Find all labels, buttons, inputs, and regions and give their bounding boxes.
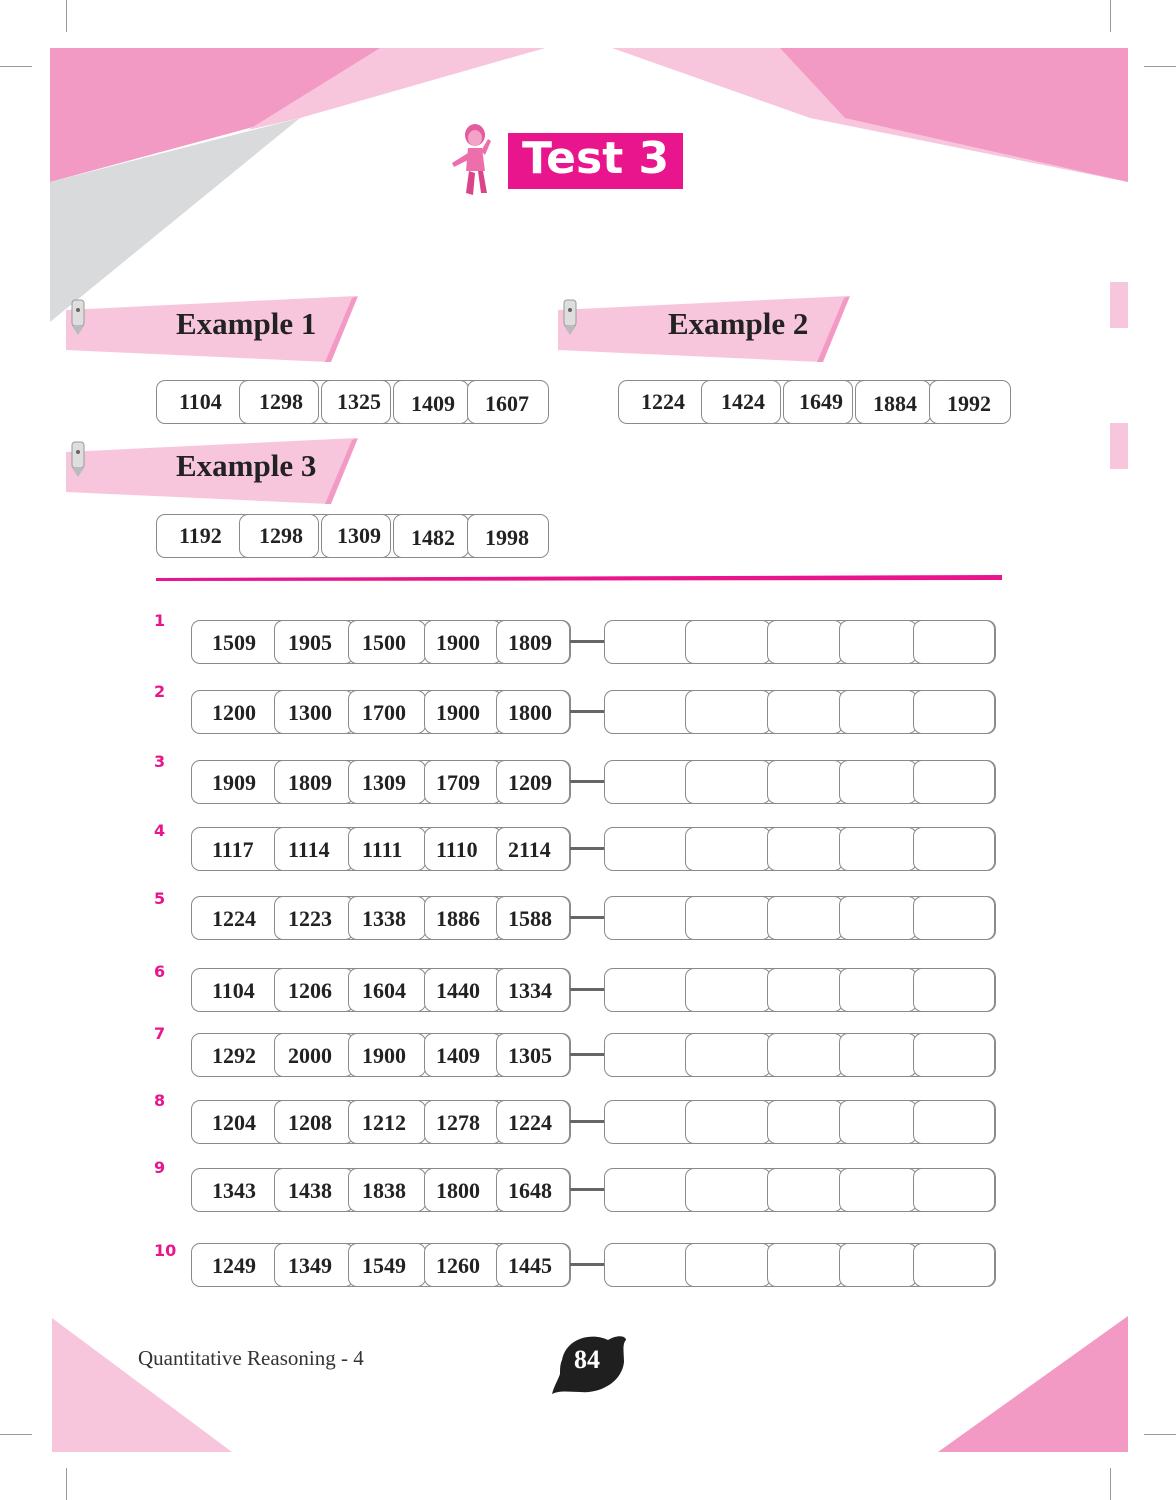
pencil-icon — [66, 438, 90, 478]
question-number-strip — [191, 620, 571, 664]
given-number: 1111 — [362, 837, 403, 862]
answer-cell[interactable] — [839, 1100, 917, 1144]
answer-cell[interactable] — [913, 968, 995, 1012]
given-number: 1900 — [362, 1043, 406, 1068]
question-number-strip — [191, 1168, 571, 1212]
crop-mark — [1144, 66, 1176, 67]
answer-cell[interactable] — [839, 1168, 917, 1212]
example-number: 1298 — [259, 389, 303, 414]
answer-cell[interactable] — [767, 968, 843, 1012]
pencil-icon — [558, 296, 582, 336]
answer-strip[interactable] — [604, 827, 996, 871]
question-number-strip — [191, 827, 571, 871]
pencil-icon — [66, 296, 90, 336]
example-number: 1192 — [179, 523, 222, 548]
example-number: 1325 — [337, 389, 381, 414]
answer-cell[interactable] — [767, 690, 843, 734]
answer-cell[interactable] — [913, 1033, 995, 1077]
connector-line — [570, 847, 606, 850]
answer-cell[interactable] — [685, 827, 771, 871]
answer-strip[interactable] — [604, 896, 996, 940]
answer-cell[interactable] — [685, 1100, 771, 1144]
given-number: 1588 — [508, 906, 552, 931]
given-number: 1440 — [436, 978, 480, 1003]
given-number: 1309 — [362, 770, 406, 795]
answer-strip[interactable] — [604, 968, 996, 1012]
answer-cell[interactable] — [839, 690, 917, 734]
given-number: 1114 — [288, 837, 330, 862]
given-number: 1445 — [508, 1253, 552, 1278]
answer-strip[interactable] — [604, 620, 996, 664]
answer-cell[interactable] — [913, 896, 995, 940]
answer-cell[interactable] — [839, 620, 917, 664]
crop-mark — [1110, 0, 1111, 32]
given-number: 1117 — [212, 837, 254, 862]
example-1-banner — [66, 296, 366, 356]
example-3-strip — [156, 514, 548, 558]
example-number: 1298 — [259, 523, 303, 548]
question-number: 6 — [154, 962, 166, 981]
answer-cell[interactable] — [839, 827, 917, 871]
question-number-strip — [191, 896, 571, 940]
answer-cell[interactable] — [767, 1100, 843, 1144]
given-number: 1338 — [362, 906, 406, 931]
answer-cell[interactable] — [685, 1168, 771, 1212]
answer-cell[interactable] — [839, 1243, 917, 1287]
question-number-strip — [191, 1100, 571, 1144]
page-number: 84 — [574, 1345, 600, 1374]
given-number: 1800 — [508, 700, 552, 725]
crop-mark — [1144, 1434, 1176, 1435]
crop-mark — [66, 1468, 67, 1500]
answer-cell[interactable] — [767, 896, 843, 940]
question-number: 3 — [154, 752, 166, 771]
question-number: 8 — [154, 1091, 166, 1110]
answer-cell[interactable] — [685, 690, 771, 734]
example-number: 1104 — [179, 389, 222, 414]
answer-cell[interactable] — [839, 968, 917, 1012]
answer-cell[interactable] — [913, 690, 995, 734]
answer-cell[interactable] — [685, 1033, 771, 1077]
example-2-strip — [618, 380, 1010, 424]
book-title: Quantitative Reasoning - 4 — [138, 1346, 364, 1370]
given-number: 1905 — [288, 630, 332, 655]
example-number: 1482 — [411, 525, 455, 550]
example-2-banner — [558, 296, 858, 356]
given-number: 1208 — [288, 1110, 332, 1135]
given-number: 1206 — [288, 978, 332, 1003]
answer-cell[interactable] — [767, 1033, 843, 1077]
given-number: 2114 — [508, 837, 551, 862]
given-number: 1809 — [508, 630, 552, 655]
page-title: Test 3 — [508, 133, 683, 189]
answer-cell[interactable] — [767, 1168, 843, 1212]
answer-cell[interactable] — [839, 896, 917, 940]
given-number: 1709 — [436, 770, 480, 795]
example-3-banner — [66, 438, 366, 498]
given-number: 1549 — [362, 1253, 406, 1278]
question-number: 4 — [154, 821, 166, 840]
answer-strip[interactable] — [604, 690, 996, 734]
example-2-label: Example 2 — [668, 306, 809, 341]
given-number: 1278 — [436, 1110, 480, 1135]
given-number: 1648 — [508, 1178, 552, 1203]
answer-cell[interactable] — [767, 1243, 843, 1287]
given-number: 1334 — [508, 978, 552, 1003]
example-number: 1992 — [947, 391, 991, 416]
connector-line — [570, 710, 606, 713]
answer-cell[interactable] — [685, 620, 771, 664]
crop-mark — [0, 66, 32, 67]
example-number: 1424 — [721, 389, 765, 414]
example-number: 1884 — [873, 391, 917, 416]
example-1-label: Example 1 — [176, 306, 317, 341]
question-number-strip — [191, 690, 571, 734]
answer-cell[interactable] — [685, 896, 771, 940]
answer-cell[interactable] — [839, 1033, 917, 1077]
given-number: 1224 — [212, 906, 256, 931]
example-3-label: Example 3 — [176, 448, 317, 483]
answer-cell[interactable] — [913, 1243, 995, 1287]
given-number: 1438 — [288, 1178, 332, 1203]
answer-strip[interactable] — [604, 760, 996, 804]
girl-mascot-icon — [448, 123, 492, 199]
question-number: 9 — [154, 1158, 166, 1177]
answer-cell[interactable] — [839, 760, 917, 804]
question-number-strip — [191, 968, 571, 1012]
given-number: 1110 — [436, 837, 478, 862]
answer-strip[interactable] — [604, 1168, 996, 1212]
given-number: 1305 — [508, 1043, 552, 1068]
given-number: 1212 — [362, 1110, 406, 1135]
connector-line — [570, 1120, 606, 1123]
answer-cell[interactable] — [767, 620, 843, 664]
answer-cell[interactable] — [913, 1168, 995, 1212]
question-number: 5 — [154, 889, 166, 908]
given-number: 1700 — [362, 700, 406, 725]
given-number: 1900 — [436, 700, 480, 725]
given-number: 1500 — [362, 630, 406, 655]
example-number: 1409 — [411, 391, 455, 416]
given-number: 1909 — [212, 770, 256, 795]
given-number: 1509 — [212, 630, 256, 655]
example-number: 1224 — [641, 389, 685, 414]
given-number: 1809 — [288, 770, 332, 795]
given-number: 1200 — [212, 700, 256, 725]
answer-strip[interactable] — [604, 1033, 996, 1077]
example-number: 1607 — [485, 391, 529, 416]
question-number-strip — [191, 1243, 571, 1287]
example-1-strip — [156, 380, 548, 424]
section-divider — [156, 572, 1004, 584]
given-number: 1223 — [288, 906, 332, 931]
given-number: 1838 — [362, 1178, 406, 1203]
answer-cell[interactable] — [767, 760, 843, 804]
answer-cell[interactable] — [913, 827, 995, 871]
given-number: 1300 — [288, 700, 332, 725]
answer-cell[interactable] — [685, 760, 771, 804]
answer-strip[interactable] — [604, 1243, 996, 1287]
connector-line — [570, 1053, 606, 1056]
example-number: 1309 — [337, 523, 381, 548]
connector-line — [570, 640, 606, 643]
given-number: 1104 — [212, 978, 255, 1003]
given-number: 1604 — [362, 978, 406, 1003]
given-number: 1249 — [212, 1253, 256, 1278]
connector-line — [570, 916, 606, 919]
question-number: 1 — [154, 611, 166, 630]
answer-cell[interactable] — [767, 827, 843, 871]
answer-cell[interactable] — [685, 968, 771, 1012]
example-number: 1998 — [485, 525, 529, 550]
crop-mark — [66, 0, 67, 32]
given-number: 1260 — [436, 1253, 480, 1278]
given-number: 1224 — [508, 1110, 552, 1135]
question-number-strip — [191, 760, 571, 804]
answer-strip[interactable] — [604, 1100, 996, 1144]
given-number: 2000 — [288, 1043, 332, 1068]
connector-line — [570, 1188, 606, 1191]
question-number: 10 — [154, 1241, 177, 1260]
answer-cell[interactable] — [913, 760, 995, 804]
given-number: 1292 — [212, 1043, 256, 1068]
given-number: 1900 — [436, 630, 480, 655]
connector-line — [570, 988, 606, 991]
example-number: 1649 — [799, 389, 843, 414]
given-number: 1800 — [436, 1178, 480, 1203]
crop-mark — [1110, 1468, 1111, 1500]
given-number: 1886 — [436, 906, 480, 931]
question-number: 2 — [154, 682, 166, 701]
question-number-strip — [191, 1033, 571, 1077]
connector-line — [570, 1263, 606, 1266]
question-number: 7 — [154, 1024, 166, 1043]
crop-mark — [0, 1434, 32, 1435]
given-number: 1409 — [436, 1043, 480, 1068]
page-title-group — [448, 122, 683, 200]
answer-cell[interactable] — [685, 1243, 771, 1287]
connector-line — [570, 780, 606, 783]
answer-cell[interactable] — [913, 1100, 995, 1144]
answer-cell[interactable] — [913, 620, 995, 664]
given-number: 1204 — [212, 1110, 256, 1135]
given-number: 1349 — [288, 1253, 332, 1278]
given-number: 1343 — [212, 1178, 256, 1203]
given-number: 1209 — [508, 770, 552, 795]
